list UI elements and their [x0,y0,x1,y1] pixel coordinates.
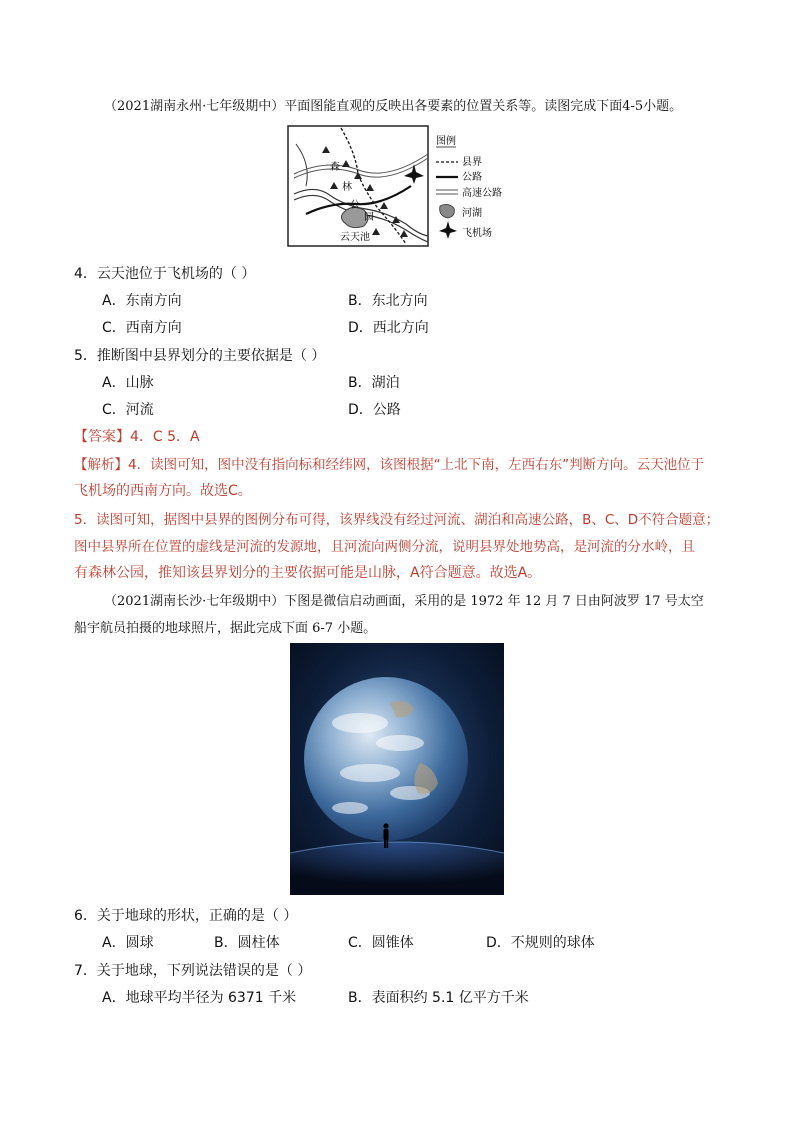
legend-title: 图例 [436,136,456,147]
analysis-line-4: 图中县界所在位置的虚线是河流的发源地，且河流向两侧分流，说明县界处地势高，是河流的分水岭，且 [74,539,695,555]
intro-text-1: （2021湖南永州·七年级期中）平面图能直观的反映出各要素的位置关系等。读图完成下面4-5小题。 [104,99,683,114]
plan-map [286,124,508,248]
legend-airport: 飞机场 [462,228,492,239]
map-frame [288,126,428,246]
q4-option-b[interactable]: B．东北方向 [348,293,428,309]
q7-option-b[interactable]: B．表面积约 5.1 亿平方千米 [348,990,529,1006]
intro-text-2-line-1: （2021湖南长沙·七年级期中）下图是微信启动画面，采用的是 1972 年 12 月 7 日由阿波罗 17 号太空 [104,594,704,609]
q5-option-a[interactable]: A．山脉 [102,375,154,391]
intro-text-2-line-2: 船宇航员拍摄的地球照片，据此完成下面 6-7 小题。 [74,621,377,636]
q5-option-c[interactable]: C．河流 [102,402,154,418]
analysis-line-5: 有森林公园，推知该县界划分的主要依据可能是山脉，A符合题意。故选A。 [74,565,542,581]
q5-option-b[interactable]: B．湖泊 [348,375,400,391]
lake-label: 云天池 [340,232,370,243]
forest-label-1: 森 [330,162,340,173]
q7-option-a[interactable]: A．地球平均半径为 6371 千米 [102,990,297,1006]
q4-option-a[interactable]: A．东南方向 [102,293,182,309]
q6-option-d[interactable]: D．不规则的球体 [486,935,595,951]
analysis-line-3: 5．读图可知，据图中县界的图例分布可得，该界线没有经过河流、湖泊和高速公路，B、C、D不符合题意； [74,512,720,528]
park-label-2: 园 [364,212,374,223]
q6-option-b[interactable]: B．圆柱体 [214,935,280,951]
legend-boundary: 县界 [462,157,482,168]
legend-lake-symbol [440,204,455,218]
legend-airplane-icon [439,221,457,239]
horizon-ground [290,842,504,895]
legend-lake: 河湖 [462,208,482,219]
q5-option-d[interactable]: D．公路 [348,402,401,418]
q6-option-a[interactable]: A．圆球 [102,935,154,951]
legend-highway: 高速公路 [462,188,502,199]
answer-line: 【答案】4．C 5．A [74,429,200,445]
forest-label-2: 林 [342,182,352,193]
q6-stem: 6．关于地球的形状，正确的是（ ） [74,908,298,924]
analysis-line-2: 飞机场的西南方向。故选C。 [74,483,252,499]
legend-road: 公路 [462,172,482,183]
q4-stem: 4．云天池位于飞机场的（ ） [74,266,256,282]
earth-photo [290,643,504,895]
earth-globe [304,677,468,841]
q7-stem: 7．关于地球，下列说法错误的是（ ） [74,963,312,979]
q6-option-c[interactable]: C．圆锥体 [348,935,414,951]
analysis-line-1: 【解析】4．读图可知，图中没有指向标和经纬网，该图根据“上北下南，左西右东”判断方向。云天池位于 [74,457,705,473]
q4-option-d[interactable]: D．西北方向 [348,320,429,336]
park-label-1: 公 [350,200,360,211]
q5-stem: 5．推断图中县界划分的主要依据是（ ） [74,348,326,364]
q4-option-c[interactable]: C．西南方向 [102,320,182,336]
